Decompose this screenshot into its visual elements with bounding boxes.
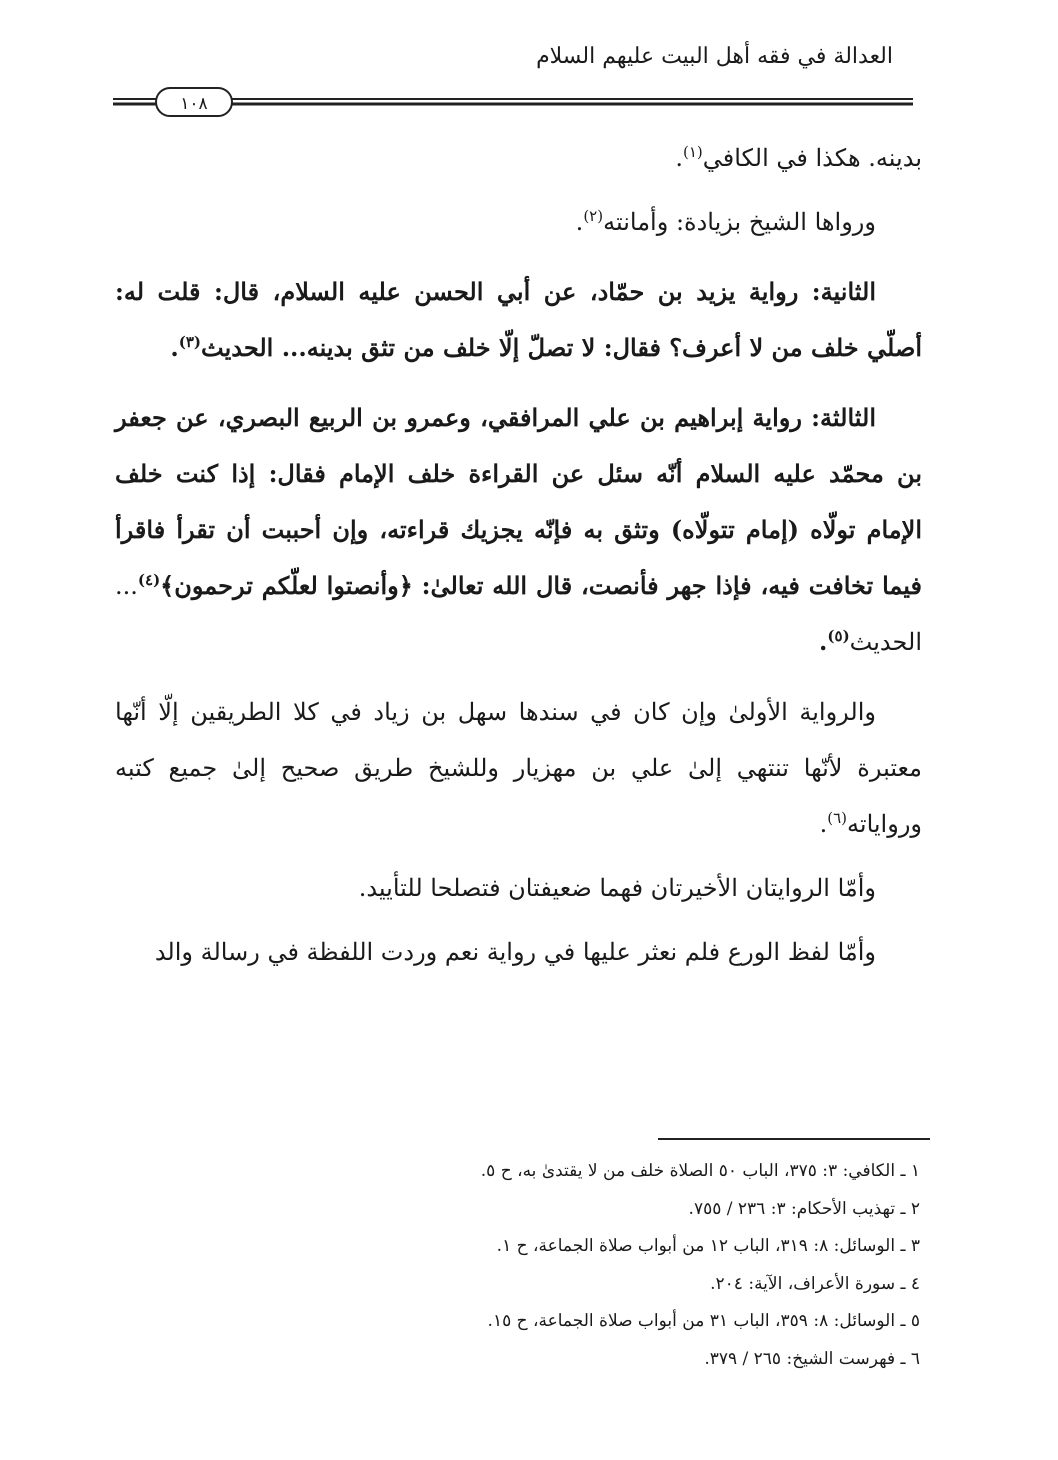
paragraph-7 — [115, 924, 922, 980]
paragraph-tail: . — [675, 144, 683, 172]
paragraph-text: الثانية: رواية يزيد بن حمّاد، عن أبي الحسن عليه السلام، قال: قلت له: أصلّي خلف من لا أعرف؟ فقال: لا تصلّ إلّا خلف من تثق بدينه... الحديث — [115, 277, 922, 362]
paragraph-text: والرواية الأولىٰ وإن كان في سندها سهل بن زياد في كلا الطريقين إلّا أنّها معتبرة لأنّها تنتهي إلىٰ علي بن مهزيار وللشيخ طريق صحيح إلىٰ جميع كتبه ورواياته — [115, 698, 922, 838]
paragraph-text: وأمّا لفظ الورع فلم نعثر عليها في رواية نعم وردت اللفظة في رسالة والد — [154, 938, 876, 966]
footnote-item: ٥ ـ الوسائل: ٨: ٣٥٩، الباب ٣١ من أبواب صلاة الجماعة، ح ١٥. — [487, 1311, 920, 1331]
footnote-ref[interactable]: (٣) — [178, 333, 202, 351]
paragraph-text: بدينه. هكذا في الكافي — [702, 144, 922, 172]
paragraph-mid: ... الحديث — [115, 572, 922, 656]
footnote-ref[interactable]: (٤) — [137, 571, 161, 589]
paragraph-2 — [115, 194, 922, 250]
paragraph-3 — [115, 264, 922, 376]
footnote-item: ٣ ـ الوسائل: ٨: ٣١٩، الباب ١٢ من أبواب صلاة الجماعة، ح ١. — [496, 1236, 920, 1256]
paragraph-tail: . — [819, 810, 828, 838]
paragraph-text: ورواها الشيخ بزيادة: وأمانته — [603, 208, 876, 236]
footnote-ref[interactable]: (٥) — [827, 627, 850, 645]
paragraph-tail: . — [170, 333, 179, 362]
paragraph-4 — [115, 390, 922, 670]
footnote-separator — [658, 1138, 930, 1140]
footnote-item: ٢ ـ تهذيب الأحكام: ٣: ٢٣٦ / ٧٥٥. — [688, 1198, 920, 1219]
header-rule — [113, 97, 913, 107]
running-title: العدالة في فقه أهل البيت عليهم السلام — [536, 44, 893, 69]
footnote-ref[interactable]: (٢) — [583, 207, 604, 225]
paragraph-tail: . — [819, 627, 828, 656]
footnotes — [200, 1153, 920, 1378]
footnote-item: ١ ـ الكافي: ٣: ٣٧٥، الباب ٥٠ الصلاة خلف من لا يقتدىٰ به، ح ٥. — [480, 1161, 920, 1181]
paragraph-text: وأمّا الروايتان الأخيرتان فهما ضعيفتان فتصلحا للتأييد. — [358, 874, 876, 902]
paragraph-5 — [115, 684, 922, 852]
paragraph-tail: . — [575, 208, 584, 236]
footnote-ref[interactable]: (٦) — [827, 809, 848, 827]
footnote-item: ٤ ـ سورة الأعراف، الآية: ٢٠٤. — [710, 1273, 920, 1294]
paragraph-6 — [115, 860, 922, 916]
paragraph-1 — [115, 130, 922, 186]
main-text — [115, 130, 922, 980]
paragraph-text: الثالثة: رواية إبراهيم بن علي المرافقي، وعمرو بن الربيع البصري، عن جعفر بن محمّد عليه السلام أنّه سئل عن القراءة خلف الإمام فقال: إذا كنت خلف الإمام تولّاه (إمام تتولّاه) وتثق به فإنّه يجزيك قراءته، وإن أحببت أن تقرأ فاقرأ فيما تخافت فيه، فإذا جهر فأنصت، قال الله تعالىٰ: ﴿وأنصتوا لعلّكم ترحمون﴾ — [115, 403, 923, 600]
page-number: ١٠٨ — [155, 87, 233, 117]
footnote-item: ٦ ـ فهرست الشيخ: ٢٦٥ / ٣٧٩. — [704, 1348, 920, 1369]
footnote-ref[interactable]: (١) — [682, 143, 703, 161]
